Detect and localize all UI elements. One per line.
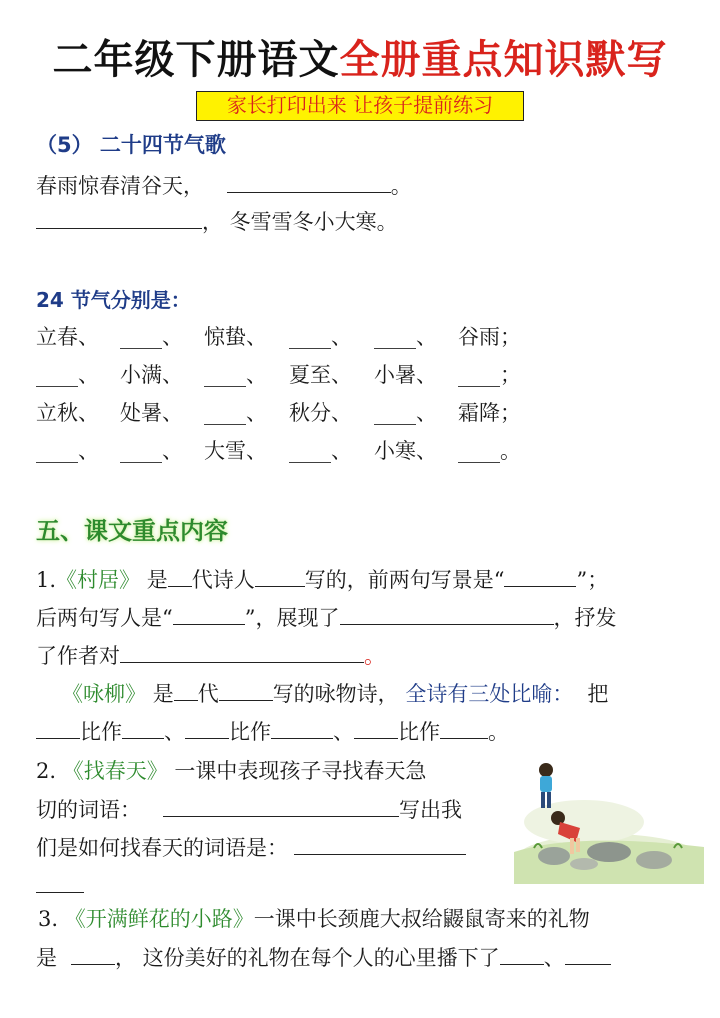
answer-blank[interactable] (565, 942, 611, 965)
term-cell: 小寒、 (374, 439, 437, 463)
page-title (0, 28, 720, 85)
answer-blank[interactable] (500, 942, 544, 965)
title-red-part: 全册重点知识默写 (339, 37, 668, 83)
q1b-text-b: 代 (197, 682, 219, 706)
term-blank-cell[interactable]: ____、 (204, 401, 267, 425)
song-line-2 (36, 206, 398, 237)
q3-line-2 (36, 942, 611, 973)
q3-title: 《开满鲜花的小路》 (64, 907, 254, 931)
q1-text-e: 后两句写人是“ (36, 606, 173, 630)
q2-line-3 (36, 832, 466, 863)
answer-blank[interactable] (71, 942, 115, 965)
answer-blank[interactable] (174, 678, 198, 701)
q2-line-2 (36, 794, 462, 825)
term-cell: 立秋、 (36, 401, 99, 425)
q1b-text-i: 、 (333, 720, 354, 744)
q1-text-f: ”，展现了 (244, 606, 340, 630)
term-blank-cell[interactable]: ____、 (120, 325, 183, 349)
q1b-text-e: 把 (587, 682, 609, 706)
term-blank-cell[interactable]: ____、 (36, 363, 99, 387)
print-banner: 家长打印出来 让孩子提前练习 (196, 91, 524, 121)
term-blank-cell[interactable]: ____、 (120, 439, 183, 463)
song-line-1-end: 。 (390, 174, 412, 198)
q3-number: 3. (38, 907, 59, 931)
song-line-2-text: ， 冬雪雪冬小大寒。 (202, 210, 398, 234)
answer-blank[interactable] (294, 832, 466, 855)
answer-blank[interactable] (255, 564, 305, 587)
answer-blank[interactable] (173, 602, 245, 625)
term-cell: 惊蛰、 (204, 325, 267, 349)
q1b-text-j: 比作 (398, 720, 440, 744)
term-cell: 霜降； (458, 401, 521, 425)
answer-blank[interactable] (36, 716, 80, 739)
solar-terms-heading: 24 节气分别是： (36, 288, 191, 312)
term-blank-cell[interactable]: ____、 (204, 363, 267, 387)
term-cell: 处暑、 (120, 401, 183, 425)
term-cell: 小暑、 (374, 363, 437, 387)
q1b-text-k: 。 (488, 720, 509, 744)
q1b-text-a: 是 (152, 682, 174, 706)
answer-blank[interactable] (163, 794, 399, 817)
term-cell: 秋分、 (289, 401, 352, 425)
q1b-text-c: 写的咏物诗， (272, 682, 399, 706)
answer-blank[interactable] (271, 716, 333, 739)
answer-blank[interactable] (185, 716, 229, 739)
answer-blank[interactable] (227, 170, 391, 193)
q2-number: 2. (36, 759, 57, 783)
section-five-heading: 五、课文重点内容 (36, 516, 228, 545)
q1-text-d: ”； (576, 568, 609, 592)
q2-line-1 (36, 756, 426, 786)
term-blank-cell[interactable]: ____、 (374, 325, 437, 349)
q1-text-a: 是 (146, 568, 168, 592)
title-black-part: 二年级下册语文 (52, 37, 340, 83)
answer-blank[interactable] (36, 870, 84, 893)
q1b-line-2 (36, 716, 509, 747)
q1b-text-f: 比作 (80, 720, 122, 744)
q1b-title: 《咏柳》 (62, 682, 146, 706)
term-cell: 小满、 (120, 363, 183, 387)
q3-text-a: 一课中长颈鹿大叔给鼹鼠寄来的礼物 (253, 907, 590, 931)
term-blank-cell[interactable]: ____。 (458, 439, 521, 463)
term-cell: 大雪、 (204, 439, 267, 463)
q1b-line-1 (62, 678, 608, 709)
term-cell: 立春、 (36, 325, 99, 349)
section-heading-solar-song: （5） 二十四节气歌 (36, 133, 226, 157)
answer-blank[interactable] (219, 678, 273, 701)
q1-line-2 (36, 602, 617, 633)
q2-text-a: 一课中表现孩子寻找春天急 (174, 759, 427, 783)
q2-line-4 (36, 870, 84, 901)
q3-text-c: ， 这份美好的礼物在每个人的心里播下了 (115, 946, 500, 970)
answer-blank[interactable] (504, 564, 576, 587)
q1-line-3 (36, 640, 385, 671)
children-spring-illustration-icon (514, 752, 704, 884)
q2-title: 《找春天》 (62, 759, 168, 783)
q3-line-1 (38, 904, 590, 934)
q3-text-d: 、 (543, 946, 565, 970)
q1b-text-h: 比作 (229, 720, 271, 744)
answer-blank[interactable] (440, 716, 488, 739)
q2-text-b: 切的词语： (36, 798, 141, 822)
q1-title: 《村居》 (56, 568, 141, 592)
term-blank-cell[interactable]: ____、 (289, 439, 352, 463)
answer-blank[interactable] (122, 716, 164, 739)
q1-text-g: ，抒发 (553, 606, 617, 630)
q1b-text-d: 全诗有三处比喻： (405, 682, 574, 706)
q1-text-b: 代诗人 (191, 568, 255, 592)
term-cell: 夏至、 (289, 363, 352, 387)
q1-number: 1. (36, 568, 57, 592)
q1-text-i: 。 (364, 644, 385, 668)
term-blank-cell[interactable]: ____； (458, 363, 521, 387)
q1-text-h: 了作者对 (36, 644, 120, 668)
term-blank-cell[interactable]: ____、 (289, 325, 352, 349)
q1-text-c: 写的，前两句写景是“ (304, 568, 505, 592)
answer-blank[interactable] (168, 564, 192, 587)
q2-text-d: 们是如何找春天的词语是： (36, 836, 288, 860)
answer-blank[interactable] (354, 716, 398, 739)
answer-blank[interactable] (340, 602, 554, 625)
answer-blank[interactable] (36, 206, 202, 229)
song-line-1-text: 春雨惊春清谷天， (36, 174, 204, 198)
q1b-text-g: 、 (164, 720, 185, 744)
term-cell: 谷雨； (458, 325, 521, 349)
term-blank-cell[interactable]: ____、 (374, 401, 437, 425)
answer-blank[interactable] (120, 640, 364, 663)
q3-text-b: 是 (36, 946, 57, 970)
song-line-1 (36, 170, 412, 201)
q2-text-c: 写出我 (399, 798, 462, 822)
term-blank-cell[interactable]: ____、 (36, 439, 99, 463)
q1-line-1 (36, 564, 608, 595)
